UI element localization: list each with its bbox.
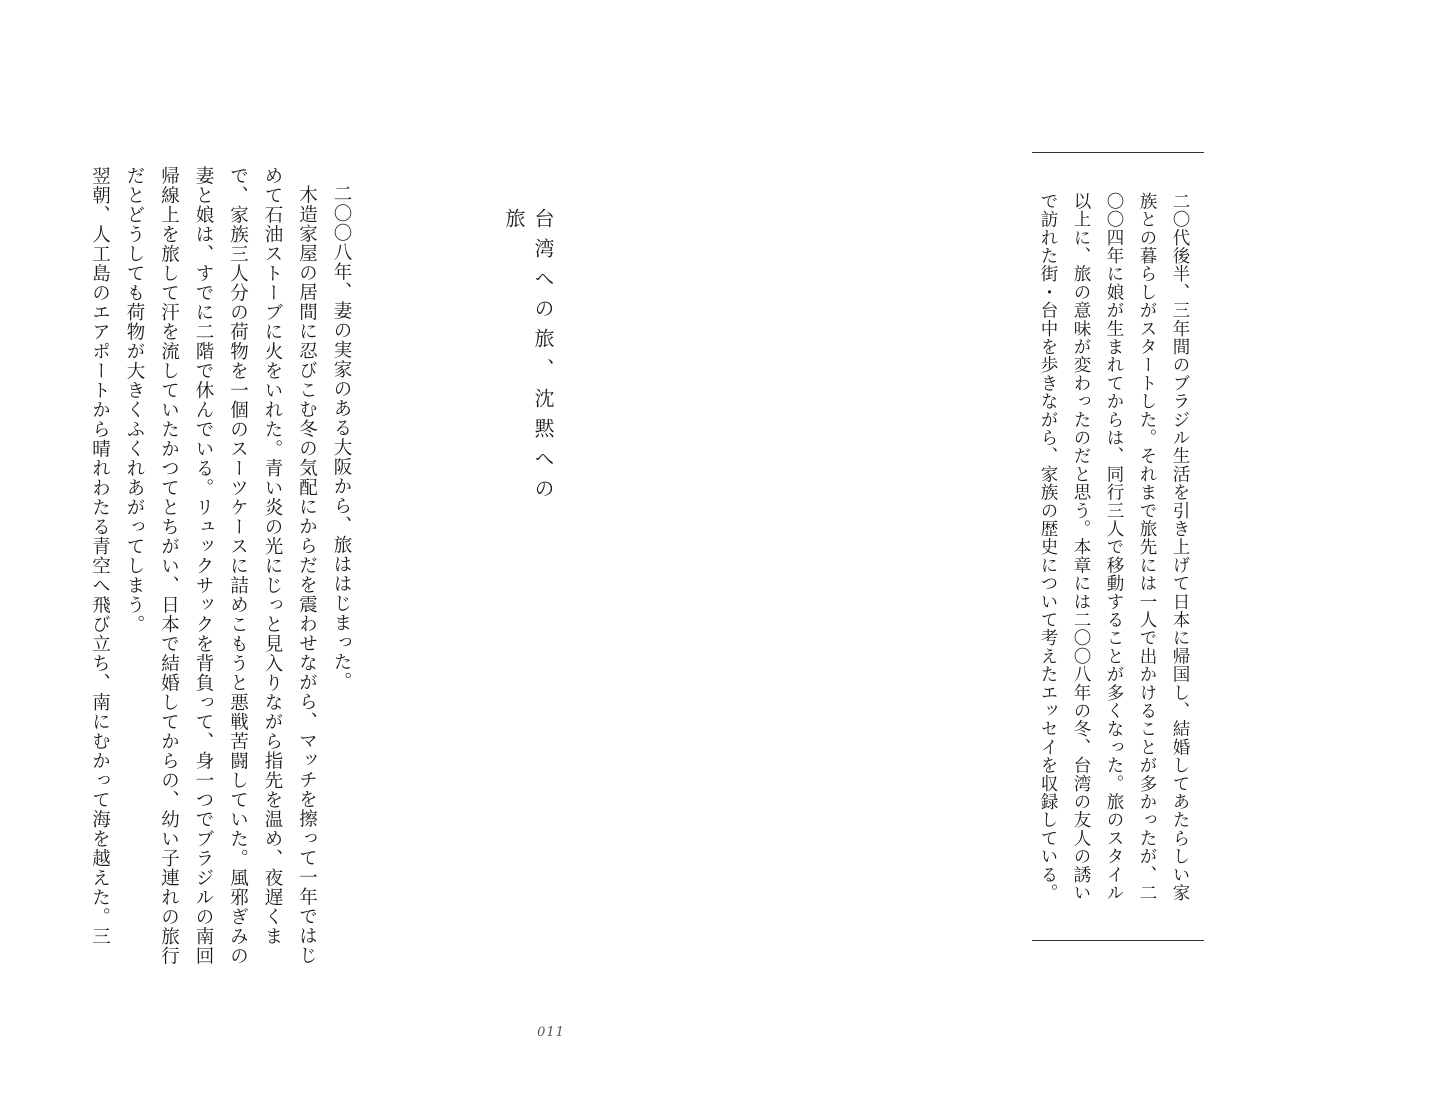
chapter-intro-text: 二〇代後半、三年間のブラジル生活を引き上げて日本に帰国し、結婚してあたらしい家族との暮らしがスタートした。それまで旅先には一人で出かけることが多かったが、二〇〇四年に娘が生まれてからは、同行三人で移動することが多くなった。旅のスタイル以上に、旅の意味が変わったのだと思う。本章には二〇〇八年の冬、台湾の友人の誘いで訪れた街・台中を歩きながら、家族の歴史について考えたエッセイを収録している。: [1038, 192, 1190, 902]
chapter-intro-box: [1032, 152, 1204, 941]
body-paragraph: 木造家屋の居間に忍びこむ冬の気配にからだを震わせながら、マッチを擦って一年ではじめて石油ストーブに火をいれた。青い炎の光にじっと見入りながら指先を温め、夜遅くまで、家族三人分の荷物を一個のスーツケースに詰めこもうと悪戦苦闘していた。風邪ぎみの妻と娘は、すでに二階で休んでいる。リュックサックを背負って、身一つでブラジルの南回帰線上を旅して汗を流していたかつてとちがい、日本で結婚してからの、幼い子連れの旅行だとどうしても荷物が大きくふくれあがってしまう。: [124, 166, 318, 966]
chapter-title: 台湾への旅、沈黙への旅: [502, 208, 555, 508]
page-number: 011: [537, 1025, 565, 1040]
body-text: [78, 166, 358, 966]
body-paragraph: 二〇〇八年、妻の実家のある大阪から、旅ははじまった。: [331, 184, 352, 691]
intro-bottom-rule: [1032, 940, 1204, 941]
body-paragraph: 翌朝、人工島のエアポートから晴れわたる青空へ飛び立ち、南にむかって海を越えた。三: [89, 166, 111, 946]
intro-top-rule: [1032, 152, 1204, 153]
